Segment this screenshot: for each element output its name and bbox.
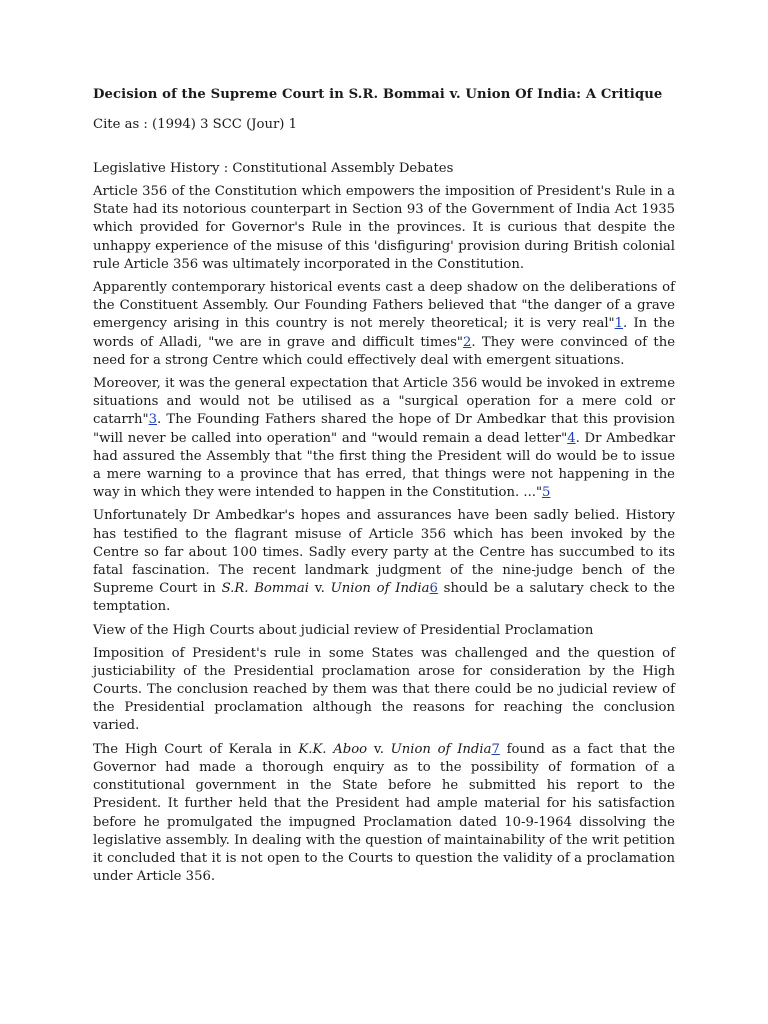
paragraph-5: Imposition of President's rule in some States was challenged and the question of justiciability of the Presidential proclamation arose for consideration by the High Courts. The conclusion reached by them was that there could be no judicial review of the Presidential proclamation although the reasons for reaching the conclusion varied. xyxy=(93,645,675,734)
document-title: Decision of the Supreme Court in S.R. Bommai v. Union Of India: A Critique xyxy=(93,87,663,102)
paragraph-1: Article 356 of the Constitution which empowers the imposition of President's Rule in a State had its notorious counterpart in Section 93 of the Government of India Act 1935 which provided for Governor's Rule in the provinces. It is curious that despite the unhappy experience of the misuse of this 'disfiguring' provision during British colonial rule Article 356 was ultimately incorporated in the Constitution. xyxy=(93,184,675,272)
section-heading-high-courts-view: View of the High Courts about judicial review of Presidential Proclamation xyxy=(93,622,594,638)
case-name-party-2: Union of India xyxy=(390,741,492,757)
case-name-party-1: K.K. Aboo xyxy=(298,741,368,757)
paragraph-4: Unfortunately Dr Ambedkar's hopes and assurances have been sadly belied. History has testified to the flagrant misuse of Article 356 which has been invoked by the Centre so far about 100 times. Sadly every party at the Centre has succumbed to its fatal fascination. The recent landmark judgment of the nine-judge bench of the Supreme Court in S.R. Bommai v. Union of India6 should be a salutary check to the temptation. xyxy=(93,508,675,615)
document-body xyxy=(93,86,675,886)
case-name-party-1: S.R. Bommai xyxy=(221,581,309,597)
section-heading-legislative-history: Legislative History : Constitutional Assembly Debates xyxy=(93,161,454,176)
paragraph-3: Moreover, it was the general expectation that Article 356 would be invoked in extreme situations and would not be utilised as a "surgical operation for a mere cold or catarrh"3. The Founding Fathers shared the hope of Dr Ambedkar that this provision "will never be called into operation" and "would remain a dead letter"4. Dr Ambedkar had assured the Assembly that "the first thing the President will do would be to issue a mere warning to a province that has erred, that things were not happening in the way in which they were intended to happen in the Constitution. ..."5 xyxy=(93,376,676,501)
citation: Cite as : (1994) 3 SCC (Jour) 1 xyxy=(93,117,297,132)
footnote-link-2[interactable]: 2 xyxy=(463,334,472,350)
paragraph-2: Apparently contemporary historical events cast a deep shadow on the deliberations of the Constituent Assembly. Our Founding Fathers believed that "the danger of a grave emergency arising in this country is not merely theoretical; it is very real"1. In the words of Alladi, "we are in grave and difficult times"2. They were convinced of the need for a strong Centre which could effectively deal with emergent situations. xyxy=(93,280,675,368)
case-name-party-2: Union of India xyxy=(330,581,430,597)
footnote-link-4[interactable]: 4 xyxy=(567,430,576,446)
footnote-link-3[interactable]: 3 xyxy=(148,412,157,428)
footnote-link-7[interactable]: 7 xyxy=(491,741,500,757)
footnote-link-6[interactable]: 6 xyxy=(429,581,438,597)
paragraph-6: The High Court of Kerala in K.K. Aboo v. Union of India7 found as a fact that the Governor had made a thorough enquiry as to the possibility of formation of a constitutional government in the State before he submitted his report to the President. It further held that the President had ample material for his satisfaction before he promulgated the impugned Proclamation dated 10-9-1964 dissolving the legislative assembly. In dealing with the question of maintainability of the writ petition it concluded that it is not open to the Courts to question the validity of a proclamation under Article 356. xyxy=(93,741,676,885)
footnote-link-5[interactable]: 5 xyxy=(542,485,551,501)
footnote-link-1[interactable]: 1 xyxy=(614,316,624,332)
